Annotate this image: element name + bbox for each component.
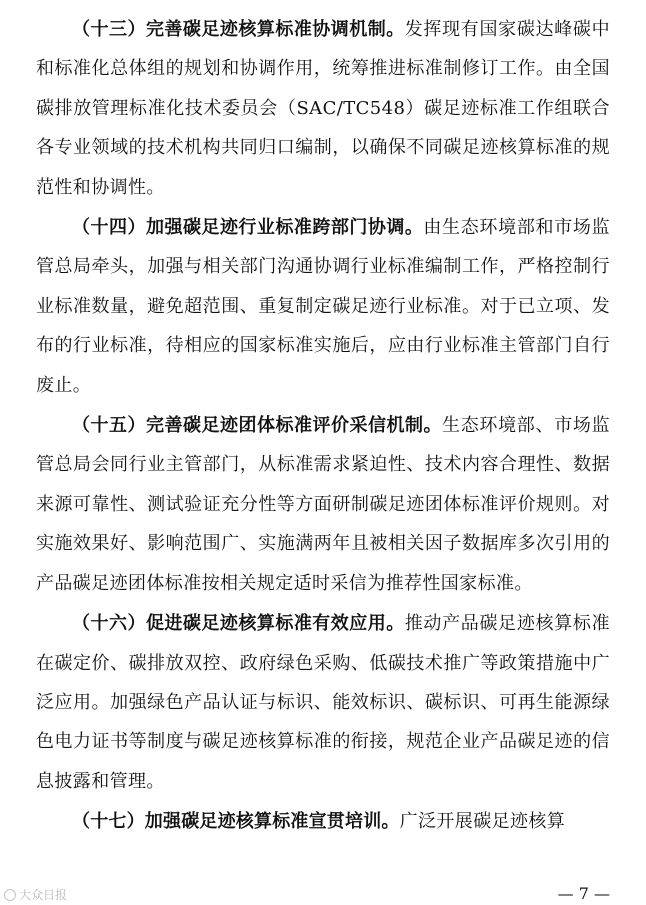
watermark-text: 大众日报 — [19, 888, 68, 902]
paragraph-text: 由生态环境部和市场监管总局牵头，加强与相关部门沟通协调行业标准编制工作，严格控制行业标准数量，避免超范围、重复制定碳足迹行业标准。对于已立项、发布的行业标准，待相应的国家标准实施后，应由行业标准主管部门自行废止。 — [36, 217, 610, 396]
paragraph-text: 推动产品碳足迹核算标准在碳定价、碳排放双控、政府绿色采购、低碳技术推广等政策措施中广泛应用。加强绿色产品认证与标识、能效标识、碳标识、可再生能源绿色电力证书等制度与碳足迹核算标准的衔接，规范企业产品碳足迹的信息披露和管理。 — [36, 613, 610, 792]
page-number: — 7 — — [557, 884, 610, 903]
paragraph-13 — [36, 10, 610, 207]
paragraph-heading: （十六）促进碳足迹核算标准有效应用。 — [72, 613, 405, 635]
paragraph-heading: （十四）加强碳足迹行业标准跨部门协调。 — [72, 217, 424, 239]
paragraph-text: 发挥现有国家碳达峰碳中和标准化总体组的规划和协调作用，统筹推进标准制修订工作。由全国碳排放管理标准化技术委员会（SAC/TC548）碳足迹标准工作组联合各专业领域的技术机构共同归口编制，以确保不同碳足迹核算标准的规范性和协调性。 — [36, 19, 610, 198]
paragraph-heading: （十三）完善碳足迹核算标准协调机制。 — [72, 19, 405, 40]
paragraph-15 — [36, 406, 610, 603]
paragraph-text: 广泛开展碳足迹核算 — [399, 811, 566, 833]
document-body — [36, 10, 610, 843]
watermark-logo-icon — [4, 889, 16, 901]
paragraph-heading: （十七）加强碳足迹核算标准宣贯培训。 — [72, 811, 400, 833]
paragraph-17 — [36, 802, 610, 841]
paragraph-heading: （十五）完善碳足迹团体标准评价采信机制。 — [72, 415, 442, 437]
watermark — [4, 886, 67, 903]
paragraph-14 — [36, 208, 610, 405]
paragraph-16 — [36, 604, 610, 801]
paragraph-text: 生态环境部、市场监管总局会同行业主管部门，从标准需求紧迫性、技术内容合理性、数据来源可靠性、测试验证充分性等方面研制碳足迹团体标准评价规则。对实施效果好、影响范围广、实施满两年且被相关因子数据库多次引用的产品碳足迹团体标准按相关规定适时采信为推荐性国家标准。 — [36, 415, 610, 594]
